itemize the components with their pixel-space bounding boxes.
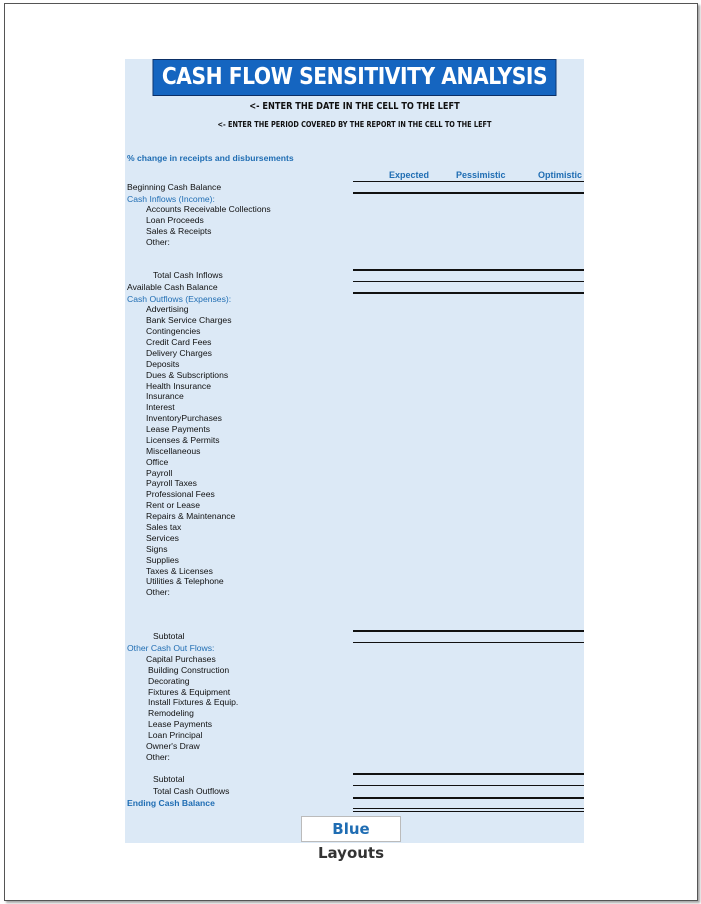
other-outflow-item: Remodeling [148,708,194,718]
inflow-item: Other: [146,237,170,247]
ending-line-1 [353,808,584,809]
outflow-item: Sales tax [146,522,182,532]
other-outflows-header: Other Cash Out Flows: [127,643,215,653]
outflow-item: Payroll [146,468,173,478]
other-outflow-item: Fixtures & Equipment [148,687,231,697]
outflow-item: Bank Service Charges [146,315,232,325]
outflow-item: Insurance [146,391,184,401]
other-outflow-item: Install Fixtures & Equip. [148,697,239,707]
other-outflow-item: Decorating [148,676,190,686]
page-frame [4,3,698,901]
total-outflows-line [353,797,584,799]
other-outflow-item: Loan Principal [148,730,203,740]
outflow-item: Licenses & Permits [146,435,220,445]
outflow-item: Other: [146,587,170,597]
col-optimistic: Optimistic [538,170,583,180]
outflow-item: Repairs & Maintenance [146,511,236,521]
beginning-line [353,192,584,194]
inflows-total-line-top [353,269,584,271]
outflow-item: Payroll Taxes [146,478,197,488]
outflow-item: Supplies [146,555,179,565]
outflow-item: Dues & Subscriptions [146,370,229,380]
outflow-item: Credit Card Fees [146,337,212,347]
subtotal1-label: Subtotal [153,631,185,641]
outflows-header: Cash Outflows (Expenses): [127,294,232,304]
other-outflow-item: Other: [146,752,170,762]
blue-layouts-logo: Blue Layouts [301,816,401,842]
subtotal1-line-bottom [353,642,584,643]
inflow-item: Accounts Receivable Collections [146,204,271,214]
spreadsheet [125,59,584,862]
other-outflow-item: Building Construction [148,665,230,675]
outflow-item: Professional Fees [146,489,215,499]
subtotal2-line-bottom [353,785,584,786]
period-instruction: <- ENTER THE PERIOD COVERED BY THE REPORT IN THE CELL TO THE LEFT [217,120,492,129]
ending-line-2 [353,811,584,812]
inflow-item: Loan Proceeds [146,215,204,225]
inflows-header: Cash Inflows (Income): [127,194,215,204]
header-line [353,181,584,182]
outflow-item: Interest [146,402,175,412]
available-balance-label: Available Cash Balance [127,282,218,292]
outflow-item: Delivery Charges [146,348,212,358]
other-outflow-item: Lease Payments [148,719,213,729]
outflow-item: Miscellaneous [146,446,201,456]
outflow-item: Signs [146,544,168,554]
date-instruction: <- ENTER THE DATE IN THE CELL TO THE LEFT [249,101,460,112]
other-outflow-item: Capital Purchases [146,654,216,664]
outflow-item: Deposits [146,359,180,369]
beginning-balance-label: Beginning Cash Balance [127,182,222,192]
pct-change-label: % change in receipts and disbursements [127,153,294,163]
inflows-total-line-bottom [353,281,584,282]
outflow-item: Lease Payments [146,424,211,434]
sheet-title: CASH FLOW SENSITIVITY ANALYSIS [153,59,557,96]
total-inflows-label: Total Cash Inflows [153,270,223,280]
col-expected: Expected [389,170,430,180]
outflow-item: Contingencies [146,326,201,336]
subtotal2-line-top [353,773,584,775]
ending-balance-label: Ending Cash Balance [127,798,215,808]
col-pessimistic: Pessimistic [456,170,506,180]
available-line [353,292,584,294]
outflow-item: Utilities & Telephone [146,576,224,586]
outflow-item: Health Insurance [146,381,211,391]
subtotal2-label: Subtotal [153,774,185,784]
outflow-item: Rent or Lease [146,500,200,510]
outflow-item: Taxes & Licenses [146,566,213,576]
outflow-item: InventoryPurchases [146,413,222,423]
outflow-item: Advertising [146,304,189,314]
total-outflows-label: Total Cash Outflows [153,786,230,796]
outflow-item: Services [146,533,179,543]
subtotal1-line-top [353,630,584,632]
outflow-item: Office [146,457,169,467]
other-outflow-item: Owner's Draw [146,741,200,751]
inflow-item: Sales & Receipts [146,226,212,236]
